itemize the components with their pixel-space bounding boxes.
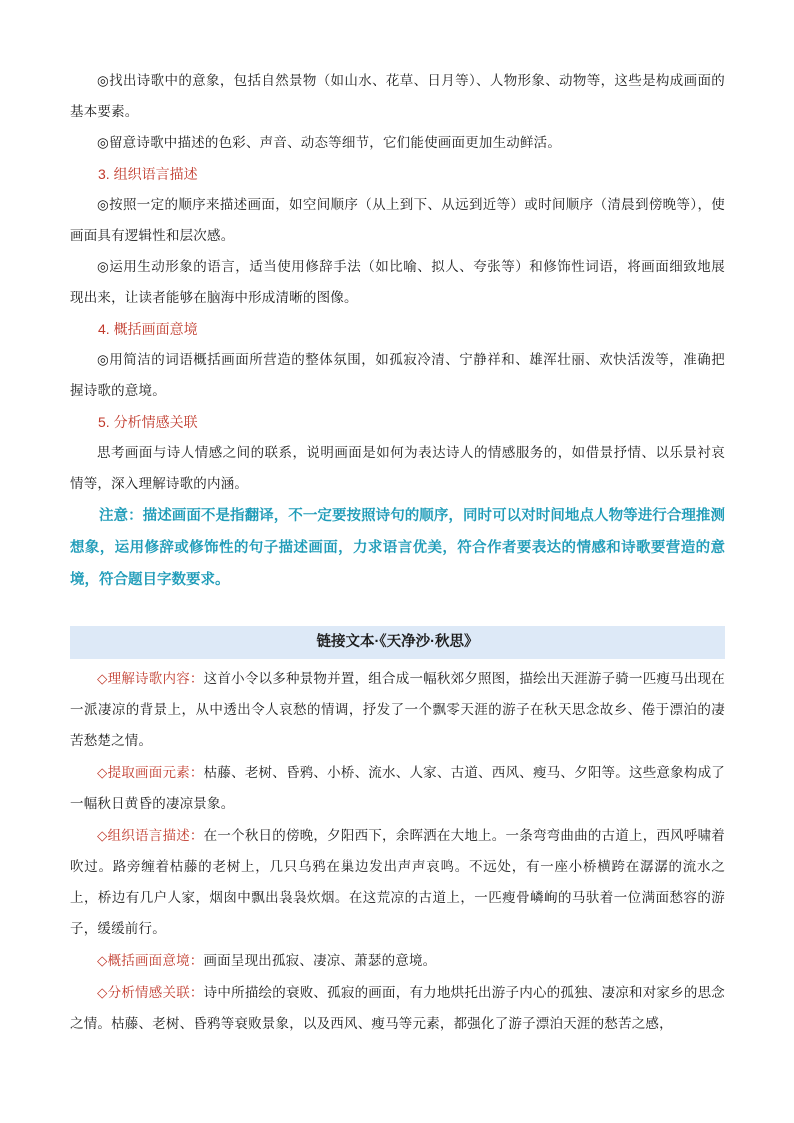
paragraph-imagery: ◎找出诗歌中的意象，包括自然景物（如山水、花草、日月等）、人物形象、动物等，这些是构成画面的基本要素。 bbox=[70, 73, 725, 120]
item-text: 这首小令以多种景物并置，组合成一幅秋郊夕照图，描绘出天涯游子骑一匹瘦马出现在一派凄凉的背景上，从中透出令人哀愁的情调，抒发了一个飘零天涯的游子在秋天思念故乡、倦于漂泊的凄苦愁楚之情。 bbox=[70, 671, 726, 749]
list-item bbox=[70, 757, 725, 820]
item-label: ◇组织语言描述： bbox=[97, 828, 204, 843]
list-item bbox=[70, 945, 725, 977]
item-text: 在一个秋日的傍晚，夕阳西下，余晖洒在大地上。一条弯弯曲曲的古道上，西风呼啸着吹过。路旁缠着枯藤的老树上，几只乌鸦在巢边发出声声哀鸣。不远处，有一座小桥横跨在潺潺的流水之上，桥边有几户人家，烟囱中飘出袅袅炊烟。在这荒凉的古道上，一匹瘦骨嶙峋的马驮着一位满面愁容的游子，缓缓前行。 bbox=[70, 828, 726, 937]
item-text: 枯藤、老树、昏鸦、小桥、流水、人家、古道、西风、瘦马、夕阳等。这些意象构成了一幅秋日黄昏的凄凉景象。 bbox=[70, 765, 726, 812]
item-label: ◇分析情感关联： bbox=[97, 985, 204, 1000]
list-item bbox=[70, 977, 725, 1040]
paragraph-mood: ◎用简洁的词语概括画面所营造的整体氛围，如孤寂冷清、宁静祥和、雄浑壮丽、欢快活泼等，准确把握诗歌的意境。 bbox=[70, 352, 725, 399]
paragraph-emotion: 思考画面与诗人情感之间的联系，说明画面是如何为表达诗人的情感服务的，如借景抒情、以乐景衬哀情等，深入理解诗歌的内涵。 bbox=[70, 445, 725, 492]
paragraph-details: ◎留意诗歌中描述的色彩、声音、动态等细节，它们能使画面更加生动鲜活。 bbox=[97, 135, 562, 151]
item-text: 诗中所描绘的衰败、孤寂的画面，有力地烘托出游子内心的孤独、凄凉和对家乡的思念之情。枯藤、老树、昏鸦等衰败景象，以及西风、瘦马等元素，都强化了游子漂泊天涯的愁苦之感， bbox=[70, 985, 726, 1032]
note-paragraph: 注意：描述画面不是指翻译，不一定要按照诗句的顺序，同时可以对时间地点人物等进行合理推测想象，运用修辞或修饰性的句子描述画面，力求语言优美，符合作者要表达的情感和诗歌要营造的意境，符合题目字数要求。 bbox=[70, 508, 725, 588]
document-page bbox=[70, 66, 725, 1040]
heading-summarize-mood: 4. 概括画面意境 bbox=[98, 321, 198, 337]
item-label: ◇提取画面元素： bbox=[97, 765, 204, 780]
list-item bbox=[70, 663, 725, 757]
paragraph-order: ◎按照一定的顺序来描述画面，如空间顺序（从上到下、从远到近等）或时间顺序（清晨到傍晚等），使画面具有逻辑性和层次感。 bbox=[70, 197, 725, 244]
heading-organize-language: 3. 组织语言描述 bbox=[98, 166, 198, 182]
item-text: 画面呈现出孤寂、凄凉、萧瑟的意境。 bbox=[203, 953, 437, 969]
item-label: ◇概括画面意境： bbox=[97, 953, 204, 968]
section-title-bar: 链接文本·《天净沙·秋思》 bbox=[70, 626, 725, 659]
section-spacer bbox=[70, 596, 725, 626]
heading-analyze-emotion: 5. 分析情感关联 bbox=[98, 414, 198, 430]
paragraph-vivid-language: ◎运用生动形象的语言，适当使用修辞手法（如比喻、拟人、夸张等）和修饰性词语，将画面细致地展现出来，让读者能够在脑海中形成清晰的图像。 bbox=[70, 259, 725, 306]
item-label: ◇理解诗歌内容： bbox=[97, 671, 204, 686]
list-item bbox=[70, 820, 725, 945]
